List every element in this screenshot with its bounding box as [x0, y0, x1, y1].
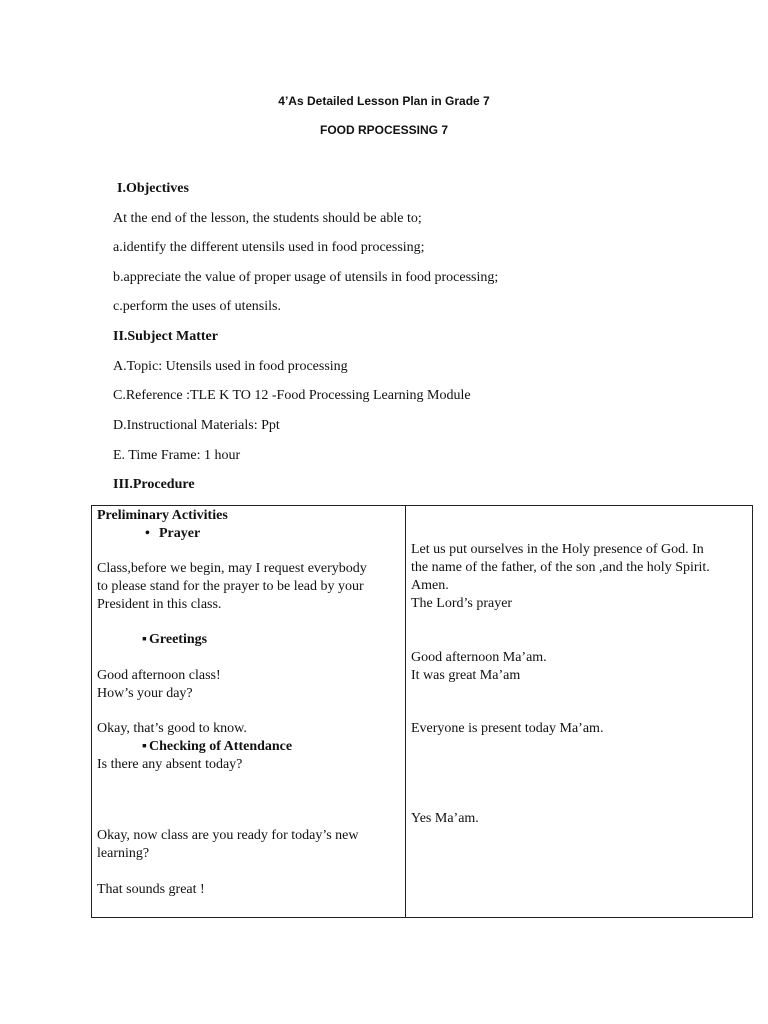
square-bullet-icon: ▪	[142, 632, 147, 647]
objective-item: b.appreciate the value of proper usage of utensils in food processing;	[113, 270, 499, 285]
ready-line: learning?	[97, 846, 150, 861]
greetings-heading: Greetings	[149, 632, 208, 647]
attendance-heading: Checking of Attendance	[149, 739, 293, 754]
document-title: 4’As Detailed Lesson Plan in Grade 7	[278, 94, 490, 108]
subject-matter-heading: II.Subject Matter	[113, 329, 218, 344]
ready-line: Okay, now class are you ready for today’s new	[97, 828, 359, 843]
student-activity-cell	[406, 506, 753, 918]
student-attendance-answer: Everyone is present today Ma’am.	[411, 721, 604, 736]
student-greeting-line: It was great Ma’am	[411, 668, 521, 683]
square-bullet-icon: ▪	[142, 739, 147, 754]
attendance-question: Is there any absent today?	[97, 757, 243, 772]
greeting-line: Good afternoon class!	[97, 668, 221, 683]
acknowledgement-line: Okay, that’s good to know.	[97, 721, 247, 736]
objective-item: c.perform the uses of utensils.	[113, 299, 281, 314]
student-prayer-line: Amen.	[411, 578, 449, 593]
prayer-line: to please stand for the prayer to be lead by your	[97, 579, 364, 594]
table-row	[92, 506, 753, 918]
subject-matter-item: E. Time Frame: 1 hour	[113, 448, 241, 463]
prayer-line: Class,before we begin, may I request everybody	[97, 561, 367, 576]
objectives-heading: I.Objectives	[117, 181, 189, 196]
bullet-icon: •	[145, 526, 150, 541]
procedure-table	[91, 505, 753, 918]
procedure-heading: III.Procedure	[113, 477, 195, 492]
student-prayer-line: The Lord’s prayer	[411, 596, 513, 611]
teacher-activity-cell	[92, 506, 406, 918]
student-greeting-line: Good afternoon Ma’am.	[411, 650, 547, 665]
greeting-line: How’s your day?	[97, 686, 193, 701]
closing-line: That sounds great !	[97, 882, 205, 897]
prayer-heading: Prayer	[159, 526, 201, 541]
subject-matter-item: C.Reference :TLE K TO 12 -Food Processing Learning Module	[113, 388, 471, 403]
document-subtitle: FOOD RPOCESSING 7	[319, 123, 449, 137]
student-prayer-line: the name of the father, of the son ,and the holy Spirit.	[411, 560, 710, 575]
objective-item: a.identify the different utensils used in food processing;	[113, 240, 425, 255]
prayer-line: President in this class.	[97, 597, 222, 612]
objectives-intro: At the end of the lesson, the students should be able to;	[113, 211, 422, 226]
subject-matter-item: A.Topic: Utensils used in food processing	[113, 359, 348, 374]
student-ready-answer: Yes Ma’am.	[411, 811, 479, 826]
preliminary-activities-heading: Preliminary Activities	[97, 508, 228, 523]
subject-matter-item: D.Instructional Materials: Ppt	[113, 418, 280, 433]
student-prayer-line: Let us put ourselves in the Holy presence of God. In	[411, 542, 704, 557]
